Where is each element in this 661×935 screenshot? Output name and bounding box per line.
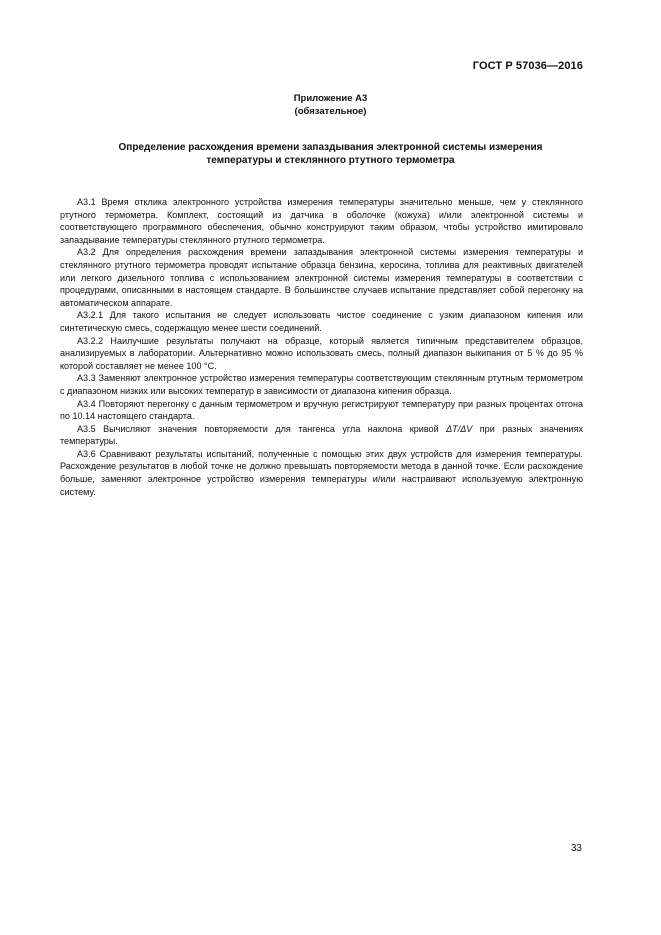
paragraph-a3-6: А3.6 Сравнивают результаты испытаний, полученные с помощью этих двух устройств для измерения температуры. Расхождение результатов в любой точке не должно превышать повторяемости метода в данной точке. Если расхождение больше, заменяют электронное устройство измерения температуры и/или настраивают используемую электронную систему. <box>60 448 583 497</box>
paragraph-a3-4: А3.4 Повторяют перегонку с данным термометром и вручную регистрируют температуру при разных процентах отгона по 10.14 настоящего стандарта. <box>60 398 583 422</box>
paragraph-a3-5-text-start: А3.5 Вычисляют значения повторяемости для тангенса угла наклона кривой <box>77 423 447 434</box>
standard-code: ГОСТ Р 57036—2016 <box>472 60 583 72</box>
paragraph-a3-5 <box>60 423 583 448</box>
paragraph-a3-1: А3.1 Время отклика электронного устройства измерения температуры значительно меньше, чем у стеклянного ртутного термометра. Комплект, состоящий из датчика в оболочке (кожуха) и/или электронной системы и соответствующего программного обеспечения, обычно конструируют таким образом, чтобы устройство имитировало запаздывание температуры стеклянного ртутного термометра. <box>60 197 583 245</box>
paragraph-a3-3: А3.3 Заменяют электронное устройство измерения температуры соответствующим стеклянным ртутным термометром с диапазоном низких или высоких температур в зависимости от диапазона кипения образца. <box>60 373 583 396</box>
paragraph-a3-2-2: А3.2.2 Наилучшие результаты получают на образце, который является типичным представителем образцов, анализируемых в лаборатории. Альтернативно можно использовать смесь, полный диапазон выкипания от 5 % до 95 % которой составляет не менее 100 °С. <box>60 335 583 371</box>
paragraph-a3-2: А3.2 Для определения расхождения времени запаздывания электронной системы измерения температуры и стеклянного ртутного термометра проводят испытание образца бензина, керосина, топлива для реактивных двигателей или легкого дизельного топлива с использованием электронной системы измерения температуры в соответствии с процедурами, описанными в настоящем стандарте. В большинстве случаев испытание представляет собой перегонку на автоматическом аппарате. <box>60 247 583 308</box>
section-title <box>70 141 591 167</box>
section-title-line-1: Определение расхождения времени запаздывания электронной системы измерения <box>118 142 543 153</box>
paragraph-a3-5-text-end: при разных значениях температуры. <box>60 423 583 447</box>
annex-title: Приложение А3 <box>293 93 368 104</box>
annex-status: (обязательное) <box>294 106 367 117</box>
slope-formula: ΔT/ΔV <box>446 423 473 434</box>
body-text <box>60 196 583 498</box>
section-title-line-2: температуры и стеклянного ртутного термометра <box>206 155 455 166</box>
paragraph-a3-2-1: А3.2.1 Для такого испытания не следует использовать чистое соединение с узким диапазоном кипения или синтетическую смесь, содержащую менее шести соединений. <box>60 310 583 333</box>
page-number: 33 <box>570 843 582 854</box>
annex-heading <box>0 92 661 118</box>
